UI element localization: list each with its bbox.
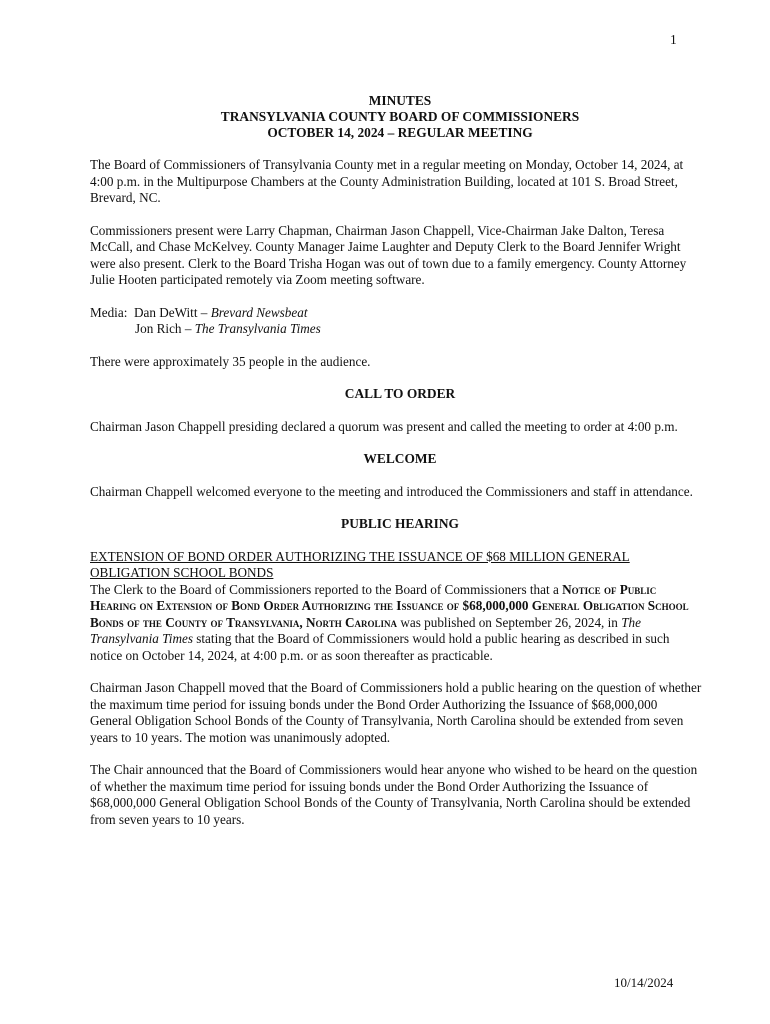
footer-date: 10/14/2024 [614,975,674,990]
clerk-report-paragraph: The Clerk to the Board of Commissioners reported to the Board of Commissioners that a Notice of Public Hearing on Extension of Bond Order Authorizing the Issuance of $68,000,000 General Obligation School Bonds of the County of Transylvania, North Carolina was published on September 26, 2024, in The Transylvania Times stating that the Board of Commissioners would hold a public hearing as described in such notice on October 14, 2024, at 4:00 p.m. or as soon thereafter as practicable. [90,581,689,663]
welcome-paragraph: Chairman Chappell welcomed everyone to the meeting and introduced the Commissioners and staff in attendance. [90,483,693,499]
document-body [90,93,702,828]
public-hearing-subheading: EXTENSION OF BOND ORDER AUTHORIZING THE ISSUANCE OF $68 MILLION GENERAL OBLIGATION SCHOOL BONDS [90,548,630,580]
audience-paragraph: There were approximately 35 people in the audience. [90,353,371,369]
chair-announcement-paragraph: The Chair announced that the Board of Commissioners would hear anyone who wished to be heard on the question of whether the maximum time period for issuing bonds under the Bond Order Authorizing the Issuance of $68,000,000 General Obligation School Bonds of the County of Transylvania, North Carolina should be extended from seven years to 10 years. [90,762,698,827]
section-heading-welcome: WELCOME [363,451,437,466]
motion-paragraph: Chairman Jason Chappell moved that the Board of Commissioners hold a public hearing on the question of whether the maximum time period for issuing bonds under the Bond Order Authorizing the Issuance of $68,000,000 General Obligation School Bonds of the County of Transylvania, North Carolina should be extended from seven years to 10 years. The motion was unanimously adopted. [90,680,702,745]
newspaper-name: The Transylvania Times [90,614,641,646]
media-outlet: Brevard Newsbeat [210,304,308,320]
page-number: 1 [670,32,677,47]
document-title [98,93,702,141]
title-line-2: TRANSYLVANIA COUNTY BOARD OF COMMISSIONERS [220,109,580,124]
section-heading-public-hearing: PUBLIC HEARING [341,516,459,531]
attendance-paragraph: Commissioners present were Larry Chapman, Chairman Jason Chappell, Vice-Chairman Jake Dalton, Teresa McCall, and Chase McKelvey. County Manager Jaime Laughter and Deputy Clerk to the Board Jennifer Wright were also present. Clerk to the Board Trisha Hogan was out of town due to a family emergency. County Attorney Julie Hooten participated remotely via Zoom meeting software. [90,222,687,287]
media-outlet: The Transylvania Times [194,321,321,336]
media-entry: Jon Rich – The Transylvania Times [135,321,321,336]
title-line-1: MINUTES [368,93,432,108]
media-entry: Media: Dan DeWitt – Brevard Newsbeat [90,304,308,320]
section-heading-call-to-order: CALL TO ORDER [344,386,456,401]
call-to-order-paragraph: Chairman Jason Chappell presiding declared a quorum was present and called the meeting to order at 4:00 p.m. [90,418,678,434]
media-label: Media: [90,304,128,320]
intro-paragraph: The Board of Commissioners of Transylvania County met in a regular meeting on Monday, October 14, 2024, at 4:00 p.m. in the Multipurpose Chambers at the County Administration Building, located at 101 S. Broad Street, Brevard, NC. [90,157,684,205]
title-line-3: OCTOBER 14, 2024 – REGULAR MEETING [267,125,533,140]
media-list [90,305,702,338]
notice-title: Notice of Public Hearing on Extension of Bond Order Authorizing the Issuance of $68,000,000 General Obligation School Bonds of the County of Transylvania, North Carolina [90,581,689,630]
